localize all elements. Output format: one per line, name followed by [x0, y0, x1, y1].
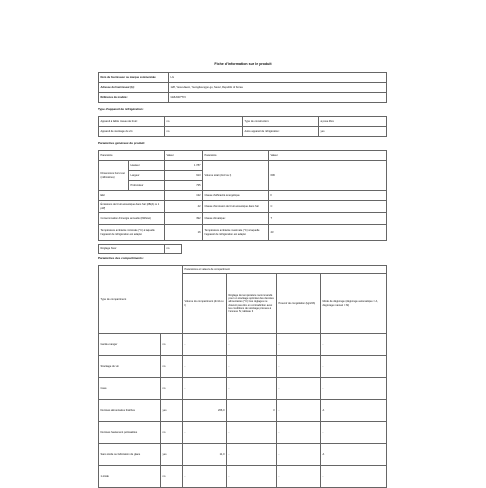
- compartment-name: Sans étoile ou fabrication de glace: [99, 444, 161, 466]
- compartment-temp: -: [227, 444, 277, 466]
- dimension-value: 1 787: [165, 161, 203, 171]
- compartment-temp: -: [227, 334, 277, 356]
- type-row-label: Autre appareil de réfrigération:: [243, 127, 319, 137]
- compartment-present: yes: [161, 444, 183, 466]
- compartments-heading: Paramètres des compartiments:: [98, 256, 144, 260]
- compartment-volume: -: [183, 422, 227, 444]
- general-row-label: Consommation d'énergie annuelle (kWh/an): [99, 213, 165, 225]
- compartment-capacity: -: [277, 400, 321, 422]
- supplier-name-value: LG: [169, 73, 387, 83]
- type-row-label: Type de construction:: [243, 117, 319, 127]
- supplier-address-label: Adresse du fournisseur (b):: [99, 83, 169, 93]
- compartment-volume: 266,0: [183, 400, 227, 422]
- general-head-value: Valeur: [269, 151, 387, 161]
- model-label: Référence du modèle:: [99, 93, 169, 103]
- general-row-value: F: [269, 191, 387, 201]
- winter-table: [98, 244, 182, 254]
- compartment-defrost: A: [321, 400, 387, 422]
- compartment-group-header: Paramètres et valeurs de compartiment: [183, 266, 387, 274]
- compartment-temp: 3: [227, 400, 277, 422]
- compartment-volume: -: [183, 334, 227, 356]
- general-row-value: 16: [165, 225, 203, 241]
- compartment-defrost: -: [321, 422, 387, 444]
- compartment-name: Denrées hautement périssables: [99, 422, 161, 444]
- supplier-address-value: 128, Yeoui-daero, Yeongdeungpo-gu, Seoul, Republic of Korea: [169, 83, 387, 93]
- compartment-name: Garde-manger: [99, 334, 161, 356]
- compartment-capacity: -: [277, 356, 321, 378]
- compartment-temp: -: [227, 422, 277, 444]
- supplier-name-label: Nom du fournisseur ou marque commerciale: [99, 73, 169, 83]
- compartment-name: Stockage du vin: [99, 356, 161, 378]
- dimension-label: Largeur: [129, 171, 165, 181]
- general-row-value: 392: [165, 213, 203, 225]
- dimensions-label: Dimensions hors tout (millimètres): [99, 161, 129, 191]
- compartment-temp: -: [227, 356, 277, 378]
- compartment-present: yes: [161, 400, 183, 422]
- supplier-table: [98, 72, 387, 103]
- compartment-present: no: [161, 378, 183, 400]
- compartment-defrost: -: [321, 356, 387, 378]
- general-row-value: 43: [269, 225, 387, 241]
- type-row-value: no: [165, 127, 243, 137]
- defrost-col-header: Mode de dégivrage (dégivrage automatique = A, dégivrage manuel = M): [321, 274, 387, 334]
- type-row-label: Appareil à faible niveau de bruit:: [99, 117, 165, 127]
- compartment-name: 1 étoile: [99, 466, 161, 488]
- compartment-volume: -: [183, 356, 227, 378]
- general-row-value: 42: [165, 201, 203, 213]
- volume-col-header: Volume du compartiment (dm3 ou l): [183, 274, 227, 334]
- type-table: [98, 116, 387, 137]
- type-row-value: yes: [319, 127, 387, 137]
- type-heading: Type d'appareil de réfrigération:: [98, 107, 144, 111]
- general-head-param: Paramètre: [99, 151, 165, 161]
- compartment-present: no: [161, 466, 183, 488]
- dimension-value: 735: [165, 181, 203, 191]
- volume-label: Volume total (dm3 ou l): [203, 161, 269, 191]
- general-row-label: Classe climatique:: [203, 213, 269, 225]
- compartment-capacity: -: [277, 334, 321, 356]
- temp-col-header: Réglage de température recommandé pour un stockage optimisé des denrées alimentaires (°C) Ces réglages ne doivent pas être en contradiction avec les conditions de stockage prévues à l'annexe IV, tableau 3: [227, 274, 277, 334]
- compartment-defrost: -: [321, 466, 387, 488]
- general-row-label: Émissions de bruit acoustique dans l'air [dB(A) re 1 pW]: [99, 201, 165, 213]
- volume-value: 606: [269, 161, 387, 191]
- capacity-col-header: Pouvoir de congélation (kg/24h): [277, 274, 321, 334]
- general-table: [98, 150, 387, 241]
- dimension-label: Hauteur: [129, 161, 165, 171]
- general-row-label: EEI: [99, 191, 165, 201]
- general-row-value: T: [269, 213, 387, 225]
- compartment-capacity: -: [277, 422, 321, 444]
- winter-label: Réglage hiver: [99, 245, 165, 254]
- general-row-value: 132: [165, 191, 203, 201]
- compartment-volume: -: [183, 466, 227, 488]
- compartment-type-header: Type de compartiment: [99, 266, 183, 334]
- compartment-defrost: A: [321, 444, 387, 466]
- compartment-capacity: -: [277, 444, 321, 466]
- dimension-value: 913: [165, 171, 203, 181]
- compartment-present: no: [161, 334, 183, 356]
- compartment-name: Cave: [99, 378, 161, 400]
- compartment-capacity: -: [277, 466, 321, 488]
- compartment-volume: 11,0: [183, 444, 227, 466]
- general-row-label: Classe d'efficacité énergétique: [203, 191, 269, 201]
- type-row-value: no: [165, 117, 243, 127]
- compartment-temp: -: [227, 378, 277, 400]
- type-row-value: à pose libre: [319, 117, 387, 127]
- compartment-temp: -: [227, 466, 277, 488]
- compartment-volume: -: [183, 378, 227, 400]
- dimension-label: Profondeur: [129, 181, 165, 191]
- compartments-table: [98, 265, 387, 488]
- compartment-capacity: -: [277, 378, 321, 400]
- general-row-label: Classe d'émission de bruit acoustique dans l'air: [203, 201, 269, 213]
- general-heading: Paramètres généraux du produit:: [98, 141, 146, 145]
- winter-value: no: [165, 245, 182, 254]
- compartment-name: Denrées alimentaires fraîches: [99, 400, 161, 422]
- type-row-label: Appareil de stockage du vin:: [99, 127, 165, 137]
- general-head-value: Valeur: [165, 151, 203, 161]
- model-value: GML844**KV: [169, 93, 387, 103]
- page-title: Fiche d'information sur le produit: [214, 62, 272, 66]
- general-head-param: Paramètre: [203, 151, 269, 161]
- general-row-value: C: [269, 201, 387, 213]
- compartment-present: no: [161, 422, 183, 444]
- general-row-label: Température ambiante maximale (°C) à laquelle l'appareil de réfrigération est adapté: [203, 225, 269, 241]
- compartment-defrost: -: [321, 334, 387, 356]
- compartment-present: no: [161, 356, 183, 378]
- general-row-label: Température ambiante minimale (°C) à laquelle l'appareil de réfrigération est adapté: [99, 225, 165, 241]
- compartment-defrost: -: [321, 378, 387, 400]
